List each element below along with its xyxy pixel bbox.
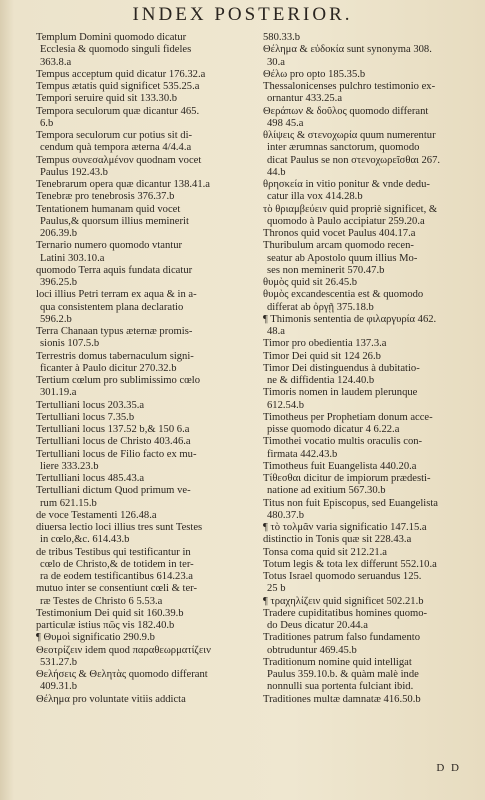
index-entry-line: Thessalonicenses pulchro testimonio ex- <box>263 81 436 92</box>
index-entry <box>263 694 478 706</box>
index-entry <box>36 155 251 180</box>
index-entry <box>36 179 251 191</box>
index-entry <box>36 351 251 376</box>
index-entry-line: in cœlo,&c. 614.43.b <box>40 534 130 546</box>
index-entry <box>263 228 478 240</box>
index-entry-line: Timotheus fuit Euangelista 440.20.a <box>263 460 417 472</box>
index-entry <box>36 632 251 644</box>
index-entry <box>263 338 478 350</box>
index-entry-line: Timothei vocatio multis oraculis con- <box>263 436 423 448</box>
index-entry-line: Tempora seculorum quæ dicantur 465. <box>36 105 200 117</box>
index-entry-line: cœlo de Christo,& de totidem in ter- <box>40 558 194 570</box>
index-entry-line: 44.b <box>267 166 286 178</box>
index-entry-line: dicat Paulus se non στενοχωρεῖσθαι 267. <box>267 154 441 166</box>
index-entry <box>263 436 478 461</box>
index-entry <box>36 694 251 706</box>
index-entry-line: Tenebræ pro tenebrosis 376.37.b <box>36 191 175 203</box>
index-entry-line: ra de eodem testificantibus 614.23.a <box>40 571 193 582</box>
index-entry-line: 580.33.b <box>263 32 301 43</box>
index-entry-line: catur illa vox 414.28.b <box>267 191 363 203</box>
index-entry-line: seatur ab Apostolo quum illius Mo- <box>267 252 418 264</box>
index-entry-line: Tertulliani locus 7.35.b <box>36 411 135 423</box>
index-entry-line: Testimonium Dei quid sit 160.39.b <box>36 607 184 619</box>
index-entry-line: Tempus ætatis quid significet 535.25.a <box>36 81 200 92</box>
index-entry-line: obtruduntur 469.45.b <box>267 644 357 656</box>
index-entry-line: θλίψεις & στενοχωρία quum numerentur <box>263 130 436 141</box>
index-entry-line: Tertulliani dictum Quod primum ve- <box>36 485 191 497</box>
index-entry-line: Τίθεσθαι dicitur de impiorum prædesti- <box>263 473 431 484</box>
index-entry-line: 25 b <box>267 583 286 595</box>
index-entry-line: Terra Chanaan typus æternæ promis- <box>36 326 193 337</box>
index-entry <box>263 179 478 204</box>
index-entry-line: inter ærumnas sanctorum, quomodo <box>267 142 420 154</box>
index-entry <box>36 265 251 290</box>
index-entry-line: Timor Dei distinguendus à dubitatio- <box>263 362 420 374</box>
index-entry-line: Thronos quid vocet Paulus 404.17.a <box>263 228 416 239</box>
index-entry-line: Θέλημα & εὐδοκία sunt synonyma 308. <box>263 44 432 56</box>
index-entry <box>36 93 251 105</box>
index-entry <box>263 473 478 498</box>
left-index-column <box>36 32 251 706</box>
index-entry <box>263 69 478 81</box>
index-entry-line: Timor Dei quid sit 124 26.b <box>263 350 381 362</box>
index-entry-line: firmata 442.43.b <box>267 448 338 460</box>
index-entry <box>36 375 251 400</box>
index-entry-line: nonnulli sua portenta fulciant ibid. <box>267 681 414 693</box>
index-entry-line: Ternario numero quomodo vtantur <box>36 240 183 252</box>
index-entry-line: Traditiones multæ damnatæ 416.50.b <box>263 693 421 705</box>
index-entry-line: de tribus Testibus qui testificantur in <box>36 546 191 558</box>
index-entry-line: Titus non fuit Episcopus, sed Euangelista <box>263 497 438 509</box>
index-entry-line: 363.8.a <box>40 56 72 68</box>
index-entry-line: ræ Testes de Christo 6 5.53.a <box>40 595 163 607</box>
index-entry-line: ne & diffidentia 124.40.b <box>267 375 375 386</box>
index-entry-line: Θεοτρίζειν idem quod παραθεωρματίζειν <box>36 644 211 656</box>
index-entry-line: Tempori seruire quid sit 133.30.b <box>36 93 178 105</box>
index-entry <box>36 204 251 241</box>
index-entry <box>263 130 478 179</box>
index-entry-line: particulæ istius πῶς vis 182.40.b <box>36 620 175 631</box>
index-entry <box>36 608 251 620</box>
index-entry-line: Thuribulum arcam quomodo recen- <box>263 240 414 252</box>
index-entry <box>263 240 478 277</box>
index-entry-line: 30.a <box>267 56 285 68</box>
index-entry-line: Ecclesia & quomodo singuli fideles <box>40 44 192 56</box>
index-entry <box>36 522 251 547</box>
index-entry <box>263 387 478 412</box>
index-entry <box>36 412 251 424</box>
index-entry <box>36 645 251 670</box>
index-entry <box>36 69 251 81</box>
index-entry-line: ¶ τραχηλίζειν quid significet 502.21.b <box>263 595 424 607</box>
index-entry <box>263 351 478 363</box>
index-entry <box>263 547 478 559</box>
index-entry <box>263 204 478 229</box>
index-entry-line: Traditionum nomine quid intelligat <box>263 656 412 668</box>
index-entry-line: Tempora seculorum cur potius sit di- <box>36 130 193 141</box>
index-entry <box>263 314 478 339</box>
index-entry <box>263 498 478 523</box>
index-entry-line: diuersa lectio loci illius tres sunt Testes <box>36 522 203 533</box>
index-entry-line: Tertulliani locus de Filio facto ex mu- <box>36 448 197 460</box>
index-entry-line: Paulus 359.10.b. & quàm malè inde <box>267 669 419 680</box>
index-entry-line: 498 45.a <box>267 117 304 129</box>
index-entry-line: Tempus συνεσαλμένον quodnam vocet <box>36 154 202 166</box>
index-entry-line: θρησκεία in vitio ponitur & vnde dedu- <box>263 179 430 190</box>
index-entry-line: Totus Israel quomodo seruandus 125. <box>263 571 422 582</box>
index-entry <box>263 461 478 473</box>
index-entry-line: liere 333.23.b <box>40 460 99 472</box>
index-entry-line: 409.31.b <box>40 681 78 693</box>
index-entry-line: pisse quomodo dicatur 4 6.22.a <box>267 424 400 435</box>
index-entry-line: Terrestris domus tabernaculum signi- <box>36 350 194 362</box>
index-entry <box>263 81 478 106</box>
index-entry-line: ¶ τὸ τολμᾶν varia significatio 147.15.a <box>263 522 427 533</box>
index-entry-line: Timor pro obedientia 137.3.a <box>263 338 387 350</box>
index-entry <box>36 620 251 632</box>
index-entry <box>263 608 478 633</box>
index-entry-line: cendum quà tempora æterna 4/4.4.a <box>40 142 192 154</box>
index-entry-line: rum 621.15.b <box>40 497 97 509</box>
index-entry <box>36 32 251 69</box>
index-entry-line: Tertulliani locus 203.35.a <box>36 399 145 411</box>
index-entry-line: quomodo à Paulo accipiatur 259.20.a <box>267 215 425 227</box>
index-entry <box>36 547 251 584</box>
index-entry-line: Tenebrarum opera quæ dicantur 138.41.a <box>36 179 210 190</box>
index-entry <box>36 485 251 510</box>
index-entry <box>36 400 251 412</box>
index-entry-line: loci illius Petri terram ex aqua & in a- <box>36 289 197 301</box>
index-entry <box>36 510 251 522</box>
index-entry-line: Tradere cupiditatibus homines quomo- <box>263 607 428 619</box>
index-entry <box>263 571 478 596</box>
index-entry <box>36 289 251 326</box>
index-entry-line: Θελήσεις & Θελητὰς quomodo differant <box>36 669 208 680</box>
index-entry-line: qua consistentem plana declaratio <box>40 301 184 313</box>
index-entry-line: Traditiones patrum falso fundamento <box>263 632 421 644</box>
index-entry-line: Θέλημα pro voluntate vitiis addicta <box>36 693 186 705</box>
index-entry-line: 206.39.b <box>40 228 78 239</box>
index-entry-line: θυμὸς excandescentia est & quomodo <box>263 289 424 301</box>
index-entry <box>36 449 251 474</box>
index-entry <box>263 277 478 289</box>
index-entry-line: quomodo Terra aquis fundata dicatur <box>36 264 193 276</box>
index-entry-line: τὸ θριαμβεύειν quid propriè significet, & <box>263 203 438 215</box>
index-entry-line: Timoris nomen in laudem plerunque <box>263 387 418 399</box>
index-entry-line: Totum legis & tota lex differunt 552.10.a <box>263 558 437 570</box>
index-entry-line: Tertulliani locus de Christo 403.46.a <box>36 436 191 448</box>
index-entry-line: sionis 107.5.b <box>40 338 100 350</box>
index-entry-line: Timotheus per Prophetiam donum acce- <box>263 411 433 423</box>
index-entry-line: Θέλω pro opto 185.35.b <box>263 68 366 80</box>
signature-mark: D D <box>436 762 461 774</box>
index-entry-line: 480.37.b <box>267 509 305 521</box>
index-entry <box>36 326 251 351</box>
index-entry <box>36 130 251 155</box>
index-entry <box>263 106 478 131</box>
index-entry-line: Paulus 192.43.b <box>40 166 108 178</box>
index-entry <box>263 632 478 657</box>
index-entry <box>263 44 478 69</box>
index-entry <box>263 534 478 546</box>
index-entry <box>263 596 478 608</box>
index-entry-line: 396.25.b <box>40 277 78 288</box>
index-entry <box>36 191 251 203</box>
index-entry <box>36 81 251 93</box>
index-entry-line: mutuo inter se consentiunt cœli & ter- <box>36 583 198 595</box>
index-entry-line: 301.19.a <box>40 387 77 399</box>
page-header-title: INDEX POSTERIOR. <box>132 4 353 25</box>
index-entry-line: 531.27.b <box>40 656 78 668</box>
index-entry-line: ornantur 433.25.a <box>267 93 343 105</box>
index-entry-line: Tertulliani locus 137.52 b,& 150 6.a <box>36 424 190 435</box>
index-entry <box>36 669 251 694</box>
index-entry-line: 48.a <box>267 326 285 337</box>
index-entry <box>263 657 478 694</box>
index-entry-line: Tentationem humanam quid vocet <box>36 203 181 215</box>
index-entry-line: ¶ Θυμοὶ significatio 290.9.b <box>36 632 155 644</box>
index-entry-line: distinctio in Tonis quæ sit 228.43.a <box>263 534 412 546</box>
index-entry <box>36 436 251 448</box>
index-entry <box>36 240 251 265</box>
index-entry <box>263 522 478 534</box>
index-entry-line: Tempus acceptum quid dicatur 176.32.a <box>36 68 206 80</box>
index-entry-line: natione ad exitium 567.30.b <box>267 485 386 497</box>
index-entry-line: ¶ Thimonis sententia de φιλαργυρία 462. <box>263 313 437 325</box>
index-entry-line: differat ab ὀργῇ 375.18.b <box>267 301 374 313</box>
index-entry-line: ficanter à Paulo dicitur 270.32.b <box>40 362 177 374</box>
index-entry <box>36 583 251 608</box>
index-entry-line: 596.2.b <box>40 313 72 325</box>
index-entry-line: 6.b <box>40 117 54 129</box>
index-entry-line: Paulus,& quorsum illius meminerit <box>40 215 189 227</box>
index-entry-line: Latini 303.10.a <box>40 252 105 264</box>
index-entry <box>263 559 478 571</box>
index-entry <box>263 32 478 44</box>
index-entry-line: 612.54.b <box>267 399 305 411</box>
index-entry <box>263 363 478 388</box>
index-entry-line: Tonsa coma quid sit 212.21.a <box>263 546 388 558</box>
index-entry-line: Templum Domini quomodo dicatur <box>36 32 187 43</box>
index-entry-line: Θεράπων & δοῦλος quomodo differant <box>263 105 429 117</box>
index-entry <box>36 424 251 436</box>
index-entry-line: Tertulliani locus 485.43.a <box>36 473 145 484</box>
index-entry <box>263 289 478 314</box>
index-entry-line: Tertium cœlum pro sublimissimo cœlo <box>36 375 201 386</box>
index-entry <box>263 412 478 437</box>
index-entry-line: de voce Testamenti 126.48.a <box>36 509 157 521</box>
index-entry-line: θυμὸς quid sit 26.45.b <box>263 277 358 288</box>
index-entry <box>36 473 251 485</box>
index-entry-line: do Deus dicatur 20.44.a <box>267 620 368 631</box>
index-entry <box>36 106 251 131</box>
right-index-column <box>263 32 478 706</box>
index-entry-line: ses non meminerit 570.47.b <box>267 264 385 276</box>
